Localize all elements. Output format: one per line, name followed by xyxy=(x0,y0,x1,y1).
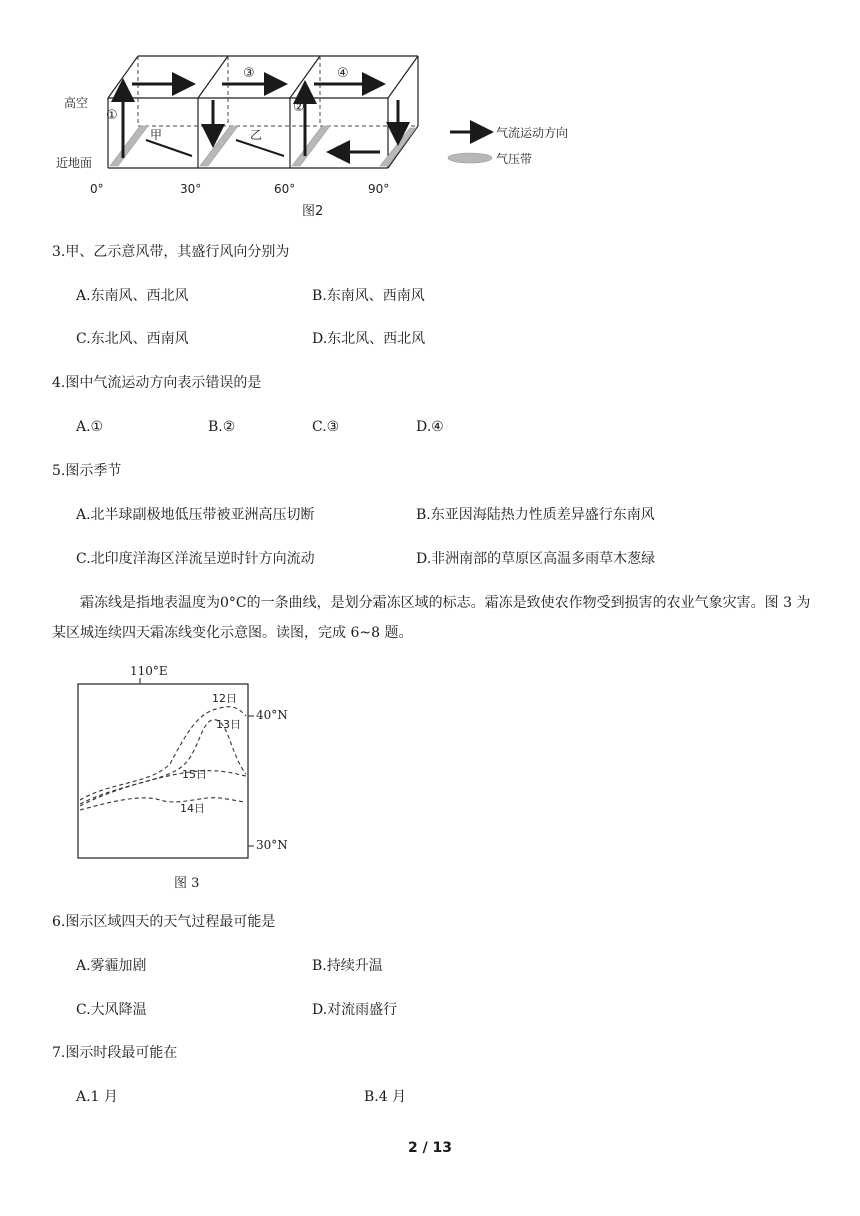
q6-option-c[interactable]: C.大风降温 xyxy=(76,1002,147,1018)
label-high: 高空 xyxy=(64,96,89,110)
q6-option-b[interactable]: B.持续升温 xyxy=(312,958,383,974)
figure-2 xyxy=(50,40,610,230)
q5-option-d[interactable]: D.非洲南部的草原区高温多雨草木葱绿 xyxy=(416,551,656,567)
label-day-12: 12日 xyxy=(212,692,237,705)
q5-stem: 5.图示季节 xyxy=(52,463,122,479)
passage-text: 霜冻线是指地表温度为0°C的一条曲线，是划分霜冻区域的标志。霜冻是致使农作物受到损害的农业气象灾害。图 3 为某区城连续四天霜冻线变化示意图。读图，完成 6~8 题。 xyxy=(52,595,811,641)
num-1: ① xyxy=(106,108,118,123)
label-day-15: 15日 xyxy=(182,768,207,781)
q3-stem: 3.甲、乙示意风带，其盛行风向分别为 xyxy=(52,244,290,260)
q5-option-a[interactable]: A.北半球副极地低压带被亚洲高压切断 xyxy=(76,507,315,523)
q7-option-a[interactable]: A.1 月 xyxy=(76,1089,118,1105)
page-number: 2 / 13 xyxy=(407,1140,453,1156)
q3-option-a[interactable]: A.东南风、西北风 xyxy=(76,288,189,304)
q4-stem: 4.图中气流运动方向表示错误的是 xyxy=(52,375,262,391)
q4-option-a[interactable]: A.① xyxy=(76,419,104,435)
lat-40n: 40°N xyxy=(256,708,288,722)
lat-30n: 30°N xyxy=(256,838,288,852)
q3-option-c[interactable]: C.东北风、西南风 xyxy=(76,331,189,347)
lon-110e: 110°E xyxy=(130,664,168,678)
legend-belt-label: 气压带 xyxy=(496,152,533,166)
q4-option-c[interactable]: C.③ xyxy=(312,419,340,435)
legend-belt-icon xyxy=(448,153,492,163)
q4-option-b[interactable]: B.② xyxy=(208,419,236,435)
q3-option-b[interactable]: B.东南风、西南风 xyxy=(312,288,425,304)
label-day-14: 14日 xyxy=(180,802,205,815)
belt-jia: 甲 xyxy=(150,128,163,142)
num-4: ④ xyxy=(337,66,349,81)
num-3: ③ xyxy=(243,66,255,81)
num-2: ② xyxy=(293,100,305,115)
lat-60: 60° xyxy=(274,182,296,196)
q5-option-c[interactable]: C.北印度洋海区洋流呈逆时针方向流动 xyxy=(76,551,315,567)
q7-option-b[interactable]: B.4 月 xyxy=(364,1089,407,1105)
q6-option-a[interactable]: A.雾霾加剧 xyxy=(76,958,147,974)
q6-stem: 6.图示区域四天的天气过程最可能是 xyxy=(52,914,276,930)
lat-0: 0° xyxy=(90,182,104,196)
q6-option-d[interactable]: D.对流雨盛行 xyxy=(312,1002,398,1018)
q5-option-b[interactable]: B.东亚因海陆热力性质差异盛行东南风 xyxy=(416,507,655,523)
q3-option-d[interactable]: D.东北风、西北风 xyxy=(312,331,426,347)
label-ground: 近地面 xyxy=(56,156,93,170)
lat-30: 30° xyxy=(180,182,202,196)
figure-3-caption: 图 3 xyxy=(174,876,200,891)
figure-2-caption: 图2 xyxy=(302,204,324,219)
q4-option-d[interactable]: D.④ xyxy=(416,419,444,435)
belt-yi: 乙 xyxy=(250,128,263,142)
label-day-13: 13日 xyxy=(216,718,241,731)
legend-arrow-label: 气流运动方向 xyxy=(496,126,569,140)
lat-90: 90° xyxy=(368,182,390,196)
figure-3 xyxy=(70,664,310,894)
q7-stem: 7.图示时段最可能在 xyxy=(52,1045,178,1061)
